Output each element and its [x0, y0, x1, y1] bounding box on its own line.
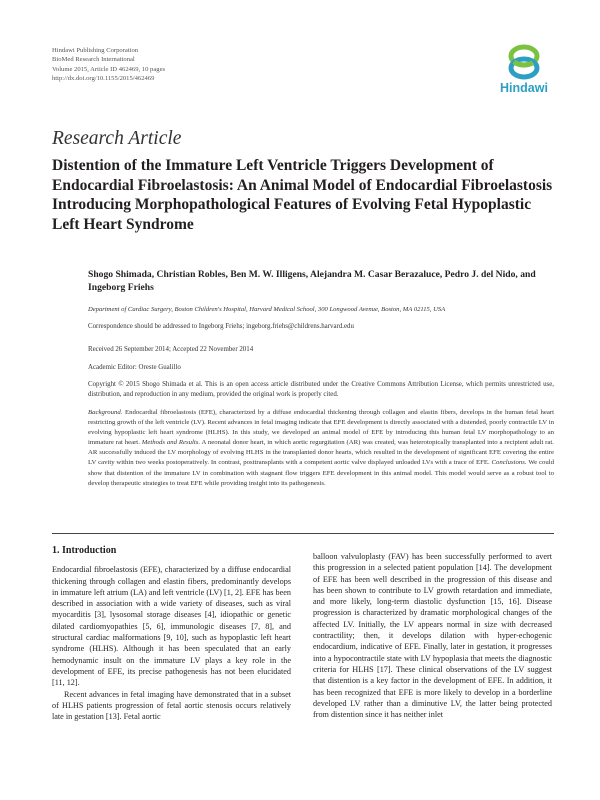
abstract-methods: A neonatal donor heart, in which aortic regurgitation (AR) was created, was heterotopically transplanted into a recipient adult rat. AR successfully induced the LV morphology of evolving HLHS in the transplanted donor hearts, which resulted in the development of significant EFE covering the entire LV cavity within two weeks postoperatively. In contrast, posttransplants with a competent aortic valve displayed unloaded LVs with a trace of EFE. [88, 439, 554, 467]
logo-wordmark: Hindawi [500, 81, 548, 95]
doi-link[interactable]: http://dx.doi.org/10.1155/2015/462469 [52, 74, 155, 82]
intro-paragraph-2: Recent advances in fetal imaging have demonstrated that in a subset of HLHS patients progression of fetal aortic stenosis occurs relatively late in gestation [13]. Fetal aortic [52, 689, 291, 722]
affiliation: Department of Cardiac Surgery, Boston Children's Hospital, Harvard Medical School, 300 Longwood Avenue, Boston, MA 02115, USA [88, 306, 446, 313]
intro-paragraph-1: Endocardial fibroelastosis (EFE), characterized by a diffuse endocardial thickening through collagen and elastin fibers, predominantly develops in immature left atrium (LA) and left ventricle (LV) [1, 2]. EFE has been described in association with a wide variety of diseases, such as viral myocarditis [3], lysosomal storage diseases [4], idiopathic or genetic dilated cardiomyopathies [5, 6], immunologic diseases [7, 8], and structural cardiac malformations [9, 10], such as hypoplastic left heart syndrome (HLHS). Although it has been speculated that an early hemodynamic insult on the immature LV plays a key role in the development of EFE, its precise pathogenesis has not been elucidated [11, 12]. [52, 565, 291, 688]
volume-info: Volume 2015, Article ID 462469, 10 pages [52, 65, 166, 73]
received-accepted-dates: Received 26 September 2014; Accepted 22 November 2014 [88, 346, 254, 353]
intro-paragraph-3: balloon valvuloplasty (FAV) has been successfully performed to avert this progression in a selected patient population [14]. The development of EFE has been well described in the progression of this disease and has been shown to contribute to LV growth retardation and immediate, and more likely, long-term diastolic dysfunction [15, 16]. Disease progression is characterized by dramatic morphological changes of the affected LV. Initially, the LV appears normal in size with decreased contractility; then, it develops dilation with hyper-echogenic endocardium, indicative of EFE. Finally, later in gestation, it progresses into a hypocontractile state with LV hypoplasia that meets the diagnostic criteria for HLHS [17]. These clinical observations of the LV suggest that distention is a key factor in the development of EFE. In addition, it has been recognized that EFE is more likely to develop in a borderline developed LV rather than a diminutive LV, the latter being protected from distention since it has neither inlet [313, 552, 552, 720]
body-column-left [52, 545, 291, 722]
publisher-name: Hindawi Publishing Corporation [52, 47, 139, 54]
journal-name: BioMed Research International [52, 56, 135, 64]
section-divider [52, 533, 554, 534]
correspondence: Correspondence should be addressed to Ingeborg Friehs; ingeborg.friehs@childrens.harvard.edu [88, 323, 354, 330]
journal-header [52, 46, 165, 83]
abstract-methods-label: Methods and Results. [141, 439, 201, 447]
hindawi-logo-icon [504, 44, 544, 80]
abstract-conclusions-label: Conclusions. [491, 459, 527, 467]
body-column-right [313, 551, 552, 720]
introduction-heading: 1. Introduction [52, 545, 117, 556]
abstract [88, 408, 554, 489]
academic-editor: Academic Editor: Oreste Gualillo [88, 364, 181, 371]
article-title: Distention of the Immature Left Ventricle Triggers Development of Endocardial Fibroelastosis: An Animal Model of Endocardial Fibroelastosis Introducing Morphopathological Features of Evolving Fetal Hypoplastic Left Heart Syndrome [52, 157, 553, 233]
copyright-notice: Copyright © 2015 Shogo Shimada et al. This is an open access article distributed under the Creative Commons Attribution License, which permits unrestricted use, distribution, and reproduction in any medium, provided the original work is properly cited. [88, 381, 554, 398]
author-list: Shogo Shimada, Christian Robles, Ben M. W. Illigens, Alejandra M. Casar Berazaluce, Pedro J. del Nido, and Ingeborg Friehs [88, 269, 536, 294]
abstract-background-label: Background. [88, 409, 123, 416]
abstract-conclusions: We could show that distention of the immature LV in combination with stagnant flow triggers EFE development in this animal model. This model would serve as a robust tool to develop therapeutic strategies to treat EFE while providing insight into its pathogenesis. [88, 459, 554, 487]
hindawi-logo [498, 44, 550, 104]
article-type: Research Article [52, 128, 182, 149]
abstract-background: Endocardial fibroelastosis (EFE), characterized by a diffuse endocardial thickening through collagen and elastin fibers, develops in the human fetal heart restricting growth of the left ventricle (LV). Recent advances in fetal imaging indicate that EFE development is directly associated with a distended, poorly contractile LV in evolving hypoplastic left heart syndrome (HLHS). In this study, we developed an animal model of EFE by introducing this human fetal LV morphopathology to an immature rat heart. [88, 409, 554, 447]
